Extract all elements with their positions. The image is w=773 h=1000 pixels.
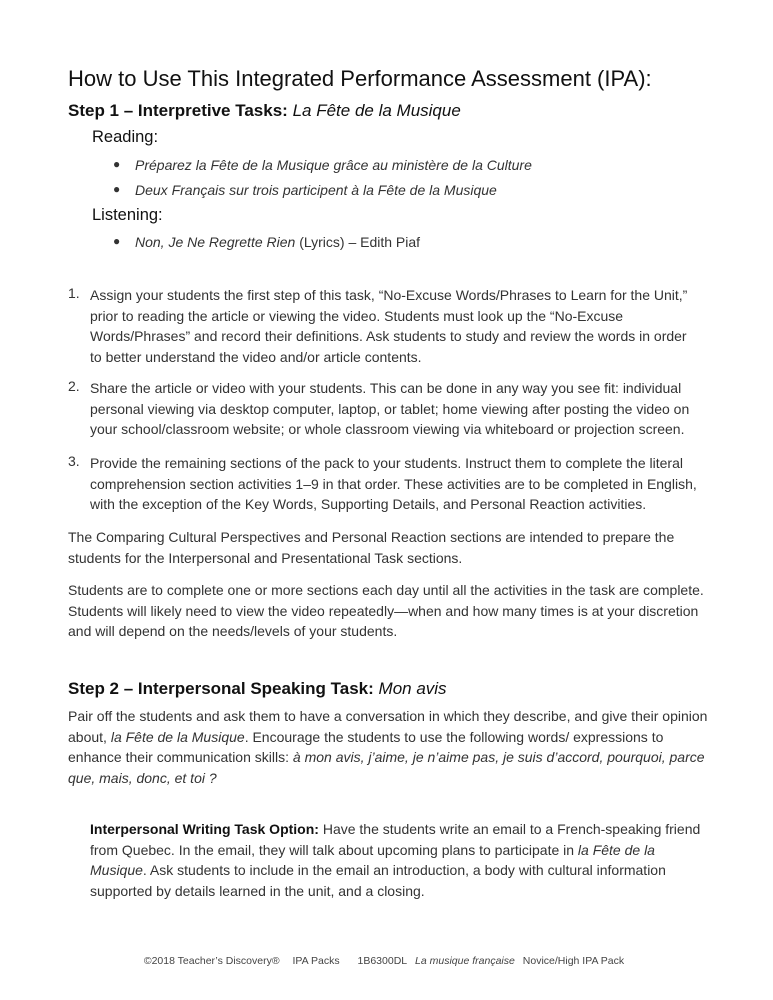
step2-paragraph-part-a: Pair off the students and ask them to have a conversation in which they describe, and give their opinion about,: [68, 708, 708, 745]
writing-option-part-b: . Ask students to include in the email an introduction, a body with cultural information supported by details learned in the unit, and a closing.: [90, 862, 666, 899]
footer-product: [353, 955, 630, 967]
step2-heading: [68, 679, 447, 699]
step1-label: Step 1 – Interpretive Tasks:: [68, 101, 288, 120]
step2-paragraph-italic-1: la Fête de la Musique: [110, 728, 245, 745]
writing-option-italic: la Fête de la Musique: [90, 841, 655, 878]
writing-option-part-a: Have the students write an email to a French-speaking friend from Quebec. In the email, they will talk about upcoming plans to participate in: [90, 821, 701, 858]
footer-product-title: La musique française: [415, 955, 515, 967]
listening-item-rest: (Lyrics) – Edith Piaf: [295, 234, 421, 250]
step2-paragraph-italic-2: à mon avis, j’aime, je n’aime pas, je suis d’accord, pourquoi, parce que, mais, donc, et toi ?: [68, 749, 705, 786]
bullet-icon: ●: [113, 157, 121, 171]
bullet-icon: ●: [113, 182, 121, 196]
step2-paragraph: [68, 706, 708, 788]
list-item-2-text: Share the article or video with your students. This can be done in any way you see fit: individual personal viewing via desktop computer, laptop, or tablet; home viewing after posting the video on your school/classroom website; or whole classroom viewing via whiteboard or projection screen.: [90, 380, 690, 437]
page-footer: [0, 955, 773, 967]
step2-paragraph-part-b: . Encourage the students to use the following words/ expressions to enhance their communication skills:: [68, 728, 664, 765]
listening-item-title: Non, Je Ne Regrette Rien: [135, 234, 296, 250]
listening-label: Listening:: [92, 206, 163, 224]
footer-copyright: ©2018 Teacher’s Discovery®: [143, 955, 280, 967]
footer-code: 1B6300DL: [357, 955, 408, 967]
list-item-3-text: Provide the remaining sections of the pack to your students. Instruct them to complete the literal comprehension section activities 1–9 in that order. These activities are to be completed in English, with the exception of the Key Words, Supporting Details, and Personal Reaction activities.: [90, 455, 697, 512]
step1-heading: [68, 101, 461, 121]
page-heading: How to Use This Integrated Performance Assessment (IPA):: [68, 66, 652, 91]
list-item-1-text: Assign your students the first step of this task, “No-Excuse Words/Phrases to Learn for the Unit,” prior to reading the article or viewing the video. Students must look up the “No-Excuse Words/Phrases” and record their definitions. Ask students to study and review the words in order to better understand the video and/or article contents.: [90, 287, 688, 365]
writing-option-paragraph: [90, 819, 702, 901]
step1-paragraph-2: Students are to complete one or more sections each day until all the activities in the task are complete. Students will likely need to view the video repeatedly—when and how many times is at your discretion and will depend on the needs/levels of your students.: [68, 582, 704, 639]
footer-series: IPA Packs: [292, 955, 340, 967]
reading-label: Reading:: [92, 128, 159, 146]
list-number-2: 2.: [68, 378, 80, 394]
list-number-3: 3.: [68, 453, 80, 469]
reading-item-2-text: Deux Français sur trois participent à la Fête de la Musique: [135, 182, 497, 198]
writing-option-label: Interpersonal Writing Task Option:: [90, 821, 319, 837]
footer-product-rest: Novice/High IPA Pack: [519, 955, 625, 967]
bullet-icon: ●: [113, 234, 121, 248]
step2-title: Mon avis: [378, 679, 447, 698]
step1-title: La Fête de la Musique: [292, 101, 461, 120]
step2-label: Step 2 – Interpersonal Speaking Task:: [68, 679, 374, 698]
list-number-1: 1.: [68, 285, 80, 301]
reading-item-1-text: Préparez la Fête de la Musique grâce au ministère de la Culture: [135, 157, 532, 173]
step1-paragraph-1: The Comparing Cultural Perspectives and Personal Reaction sections are intended to prepare the students for the Interpersonal and Presentational Task sections.: [68, 529, 675, 566]
